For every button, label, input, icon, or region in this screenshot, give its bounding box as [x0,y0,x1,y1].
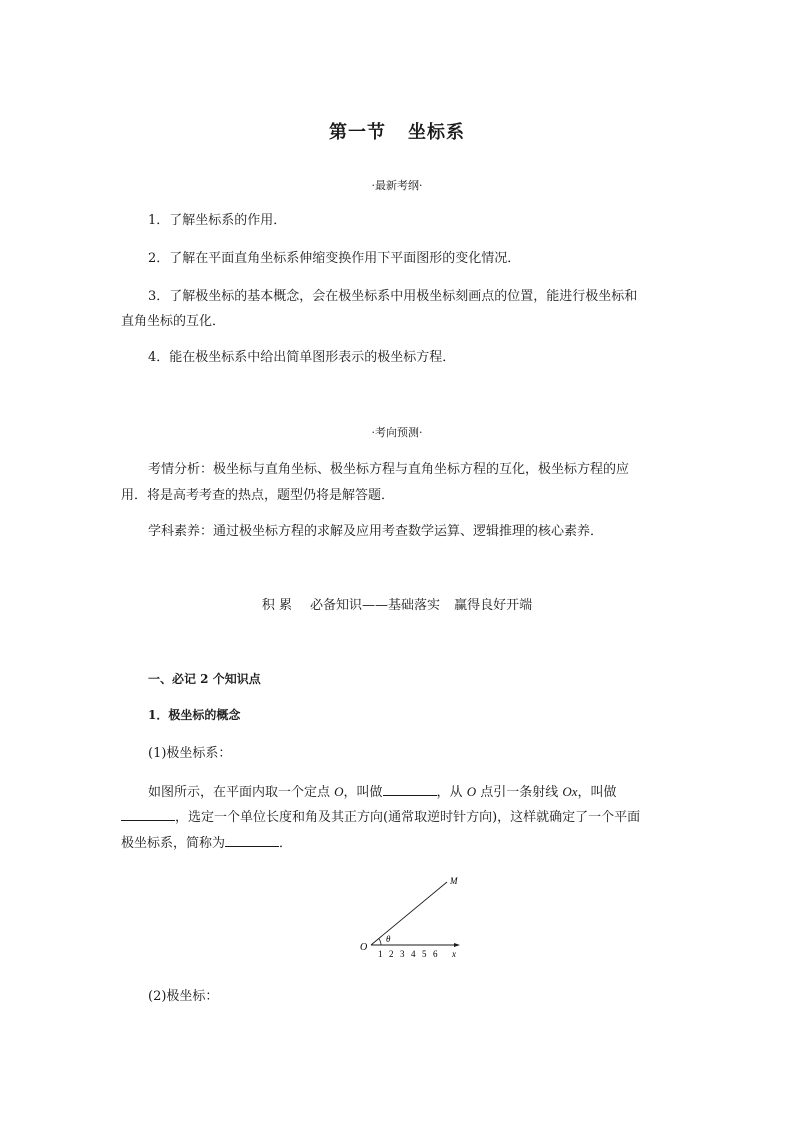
section-heading: 一、必记 2 个知识点 [148,672,261,686]
outline-item-3: 3．了解极坐标的基本概念，会在极坐标系中用极坐标刻画点的位置，能进行极坐标和 [148,289,638,304]
paragraph-line-1: 如图所示，在平面内取一个定点 O，叫做 ，从 O 点引一条射线 Ox，叫做 [148,784,617,800]
sub-heading: 1．极坐标的概念 [148,708,241,722]
page-title [0,124,794,142]
axis-arrow-icon [454,943,460,947]
forecast-analysis: 考情分析：极坐标与直角坐标、极坐标方程与直角坐标方程的互化，极坐标方程的应 [148,462,630,477]
tick-label: 6 [433,949,438,959]
paragraph-line-2: ，选定一个单位长度和角及其正方向(通常取逆时针方向)，这样就确定了一个平面 [121,808,640,824]
polar-coordinate-figure [350,868,470,964]
tick-label: 5 [422,949,427,959]
outline-item-1: 1．了解坐标系的作用． [148,213,287,228]
fill-blank-2[interactable] [121,808,175,821]
title-section-number: 第一节 [329,122,386,143]
label-M: M [450,876,458,886]
outline-item-3-cont: 直角坐标的互化． [121,314,226,329]
forecast-label: ·考向预测· [371,426,423,439]
tick-label: 1 [378,949,383,959]
tick-label: 2 [389,949,394,959]
banner-part-a: 积 累 [261,598,293,613]
angle-arc [379,939,381,945]
tick-label: 3 [400,949,405,959]
ray-OM [371,882,447,945]
forecast-analysis-cont: 用．将是高考考查的热点，题型仍将是解答题． [121,488,395,503]
fill-blank-1[interactable] [383,783,437,796]
outline-label: ·最新考纲· [371,179,423,192]
paragraph-line-3: 极坐标系，简称为 ． [121,836,293,851]
forecast-literacy: 学科素养：通过极坐标方程的求解及应用考查数学运算、逻辑推理的核心素养． [148,524,604,539]
fill-blank-3[interactable] [225,834,279,847]
banner-part-b: 必备知识——基础落实 [310,598,441,613]
title-topic: 坐标系 [408,122,465,143]
banner-part-c: 赢得良好开端 [454,598,533,613]
outline-item-2: 2．了解在平面直角坐标系伸缩变换作用下平面图形的变化情况． [148,251,521,266]
item-polar-system: (1)极坐标系： [148,746,232,761]
label-x: x [452,949,456,959]
section-banner [0,599,794,612]
label-O: O [360,942,368,953]
item-polar-coordinate: (2)极坐标： [148,989,219,1004]
tick-label: 4 [411,949,416,959]
label-theta: θ [386,934,391,944]
outline-item-4: 4．能在极坐标系中给出简单图形表示的极坐标方程． [148,350,456,365]
